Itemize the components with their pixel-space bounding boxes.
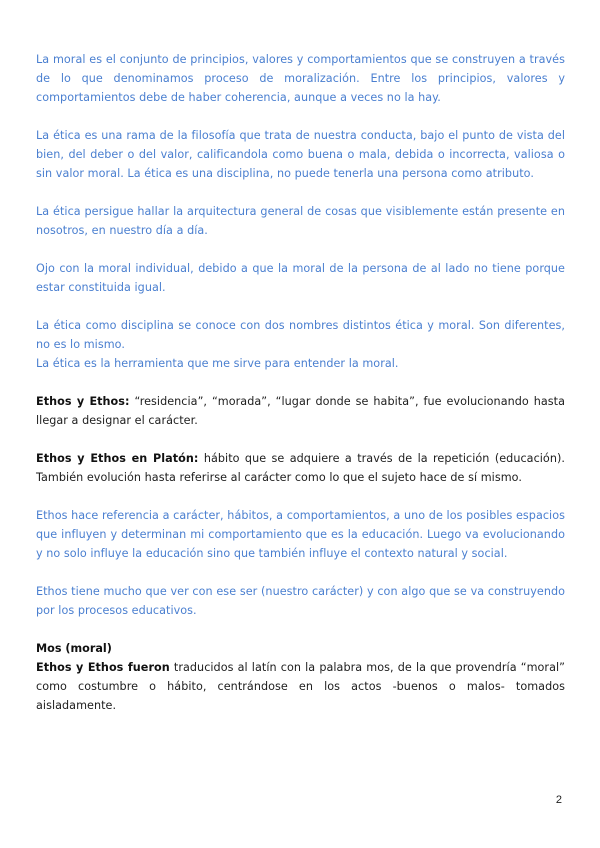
page-number: 2 <box>555 794 562 806</box>
paragraph-etica-arquitectura: La ética persigue hallar la arquitectura general de cosas que visiblemente están presente en nosotros, en nuestro día a día. <box>36 205 565 237</box>
ethos-traducidos-text: traducidos al latín con la palabra mos, de la que provendría “moral” como costumbre o hábito, centrándose en los actos -buenos o malos- tomados aisladamente. <box>36 661 565 712</box>
ethos-platon-text: hábito que se adquiere a través de la repetición (educación). También evolución hasta referirse al carácter como lo que el sujeto hace de sí mismo. <box>36 452 565 484</box>
paragraph-ethos-platon <box>36 449 565 487</box>
paragraph-etica-definition: La ética es una rama de la filosofía que trata de nuestra conducta, bajo el punto de vista del bien, del deber o del valor, calificandola como buena o mala, debida o incorrecta, valiosa o sin valor moral. La ética es una disciplina, no puede tenerla una persona como atributo. <box>36 129 565 180</box>
paragraph-ethos-traducidos <box>36 658 565 715</box>
paragraph-ethos-definition <box>36 392 565 430</box>
ethos-definition-text: “residencia”, “morada”, “lugar donde se habita”, fue evolucionando hasta llegar a designar el carácter. <box>36 395 566 427</box>
paragraph-etica-herramienta: La ética es la herramienta que me sirve para entender la moral. <box>36 357 399 370</box>
paragraph-ethos-caracter: Ethos hace referencia a carácter, hábitos, a comportamientos, a uno de los posibles espacios que influyen y determinan mi comportamiento que es la educación. Luego va evolucionando y no solo influye la educación sino que también influye el contexto natural y social. <box>36 509 565 560</box>
term-ethos: Ethos y Ethos: <box>36 395 130 408</box>
section-heading-mos: Mos (moral) <box>36 642 112 655</box>
paragraph-moral-individual: Ojo con la moral individual, debido a que la moral de la persona de al lado no tiene porque estar constituida igual. <box>36 262 565 294</box>
term-ethos-platon: Ethos y Ethos en Platón: <box>36 452 199 465</box>
paragraph-moral-definition: La moral es el conjunto de principios, valores y comportamientos que se construyen a través de lo que denominamos proceso de moralización. Entre los principios, valores y comportamientos debe de haber coherencia, aunque a veces no la hay. <box>36 53 565 104</box>
term-ethos-fueron: Ethos y Ethos fueron <box>36 661 170 674</box>
paragraph-ethos-ser: Ethos tiene mucho que ver con ese ser (nuestro carácter) y con algo que se va construyendo por los procesos educativos. <box>36 585 565 617</box>
paragraph-etica-disciplina: La ética como disciplina se conoce con dos nombres distintos ética y moral. Son diferentes, no es lo mismo. <box>36 319 565 351</box>
